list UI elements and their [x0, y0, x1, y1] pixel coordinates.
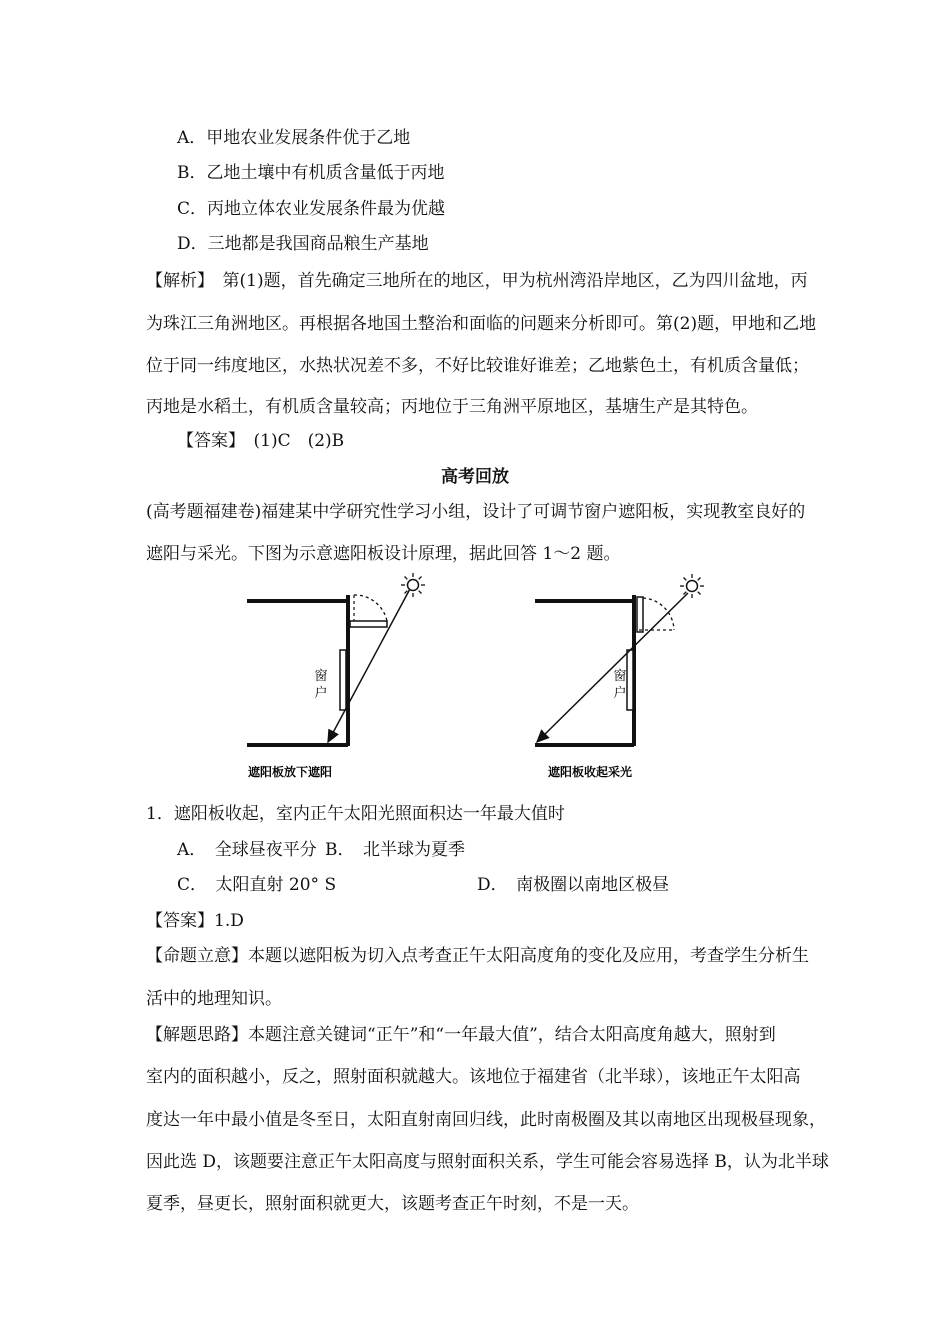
diagram-shade-up	[535, 574, 704, 779]
sun-icon-right	[680, 574, 704, 598]
question-1-option-b: B． 北半球为夏季	[325, 840, 465, 860]
option-b: B．乙地土壤中有机质含量低于丙地	[177, 163, 445, 183]
intent-line-2: 活中的地理知识。	[146, 989, 282, 1009]
analysis-line-2: 为珠江三角洲地区。再根据各地国土整治和面临的问题来分析即可。第(2)题，甲地和乙地	[146, 314, 817, 334]
sunshade-board-up	[637, 597, 643, 632]
approach-line-4: 因此选 D，该题要注意正午太阳高度与照射面积关系，学生可能会容易选择 B，认为北半球	[146, 1152, 829, 1172]
sunshade-board-down	[350, 621, 387, 627]
window-label-char-1-right: 窗	[613, 669, 627, 684]
approach-line-2: 室内的面积越小，反之，照射面积就越大。该地位于福建省（北半球），该地正午太阳高	[146, 1067, 801, 1087]
question-1-option-d: D． 南极圈以南地区极昼	[477, 875, 670, 895]
window-left	[340, 650, 346, 710]
caption-shade-down: 遮阳板放下遮阳	[247, 765, 333, 779]
approach-line-3: 度达一年中最小值是冬至日，太阳直射南回归线，此时南极圈及其以南地区出现极昼现象，	[146, 1110, 826, 1130]
window-label-char-1-left: 窗	[314, 669, 328, 684]
sun-ray-right	[537, 593, 688, 742]
intro-line-2: 遮阳与采光。下图为示意遮阳板设计原理，据此回答 1～2 题。	[146, 544, 621, 564]
analysis-line-1: 【解析】 第(1)题，首先确定三地所在的地区，甲为杭州湾沿岸地区，乙为四川盆地，丙	[146, 271, 808, 291]
window-right	[627, 650, 633, 710]
approach-line-5: 夏季，昼更长，照射面积就更大，该题考查正午时刻，不是一天。	[146, 1194, 639, 1214]
window-label-char-2-right: 户	[613, 686, 627, 701]
question-1-stem: 1．遮阳板收起，室内正午太阳光照面积达一年最大值时	[146, 804, 565, 824]
intro-line-1: (高考题福建卷)福建某中学研究性学习小组，设计了可调节窗户遮阳板，实现教室良好的	[146, 502, 806, 522]
shade-swing-arc-left	[354, 595, 387, 621]
window-label-char-2-left: 户	[314, 686, 328, 701]
analysis-line-4: 丙地是水稻土，有机质含量较高；丙地位于三角洲平原地区，基塘生产是其特色。	[146, 397, 758, 417]
option-a: A．甲地农业发展条件优于乙地	[177, 128, 411, 148]
analysis-line-3: 位于同一纬度地区，水热状况差不多，不好比较谁好谁差；乙地紫色土，有机质含量低；	[146, 356, 809, 376]
option-d: D．三地都是我国商品粮生产基地	[177, 234, 429, 254]
caption-shade-up: 遮阳板收起采光	[547, 765, 633, 779]
option-c: C．丙地立体农业发展条件最为优越	[177, 199, 446, 219]
question-1-option-a: A． 全球昼夜平分	[177, 840, 317, 860]
section-title: 高考回放	[441, 467, 509, 487]
answer-previous: 【答案】 (1)C (2)B	[177, 431, 345, 451]
diagram-shade-down	[247, 573, 425, 779]
answer-1: 【答案】1.D	[146, 911, 244, 931]
question-1-option-c: C． 太阳直射 20° S	[177, 875, 337, 895]
approach-line-1: 【解题思路】本题注意关键词“正午”和“一年最大值”，结合太阳高度角越大，照射到	[146, 1025, 776, 1045]
shade-swing-arc-right	[643, 598, 674, 630]
sunshade-diagram	[0, 572, 950, 797]
intent-line-1: 【命题立意】本题以遮阳板为切入点考查正午太阳高度角的变化及应用，考查学生分析生	[146, 946, 809, 966]
sun-icon-left	[401, 573, 425, 597]
